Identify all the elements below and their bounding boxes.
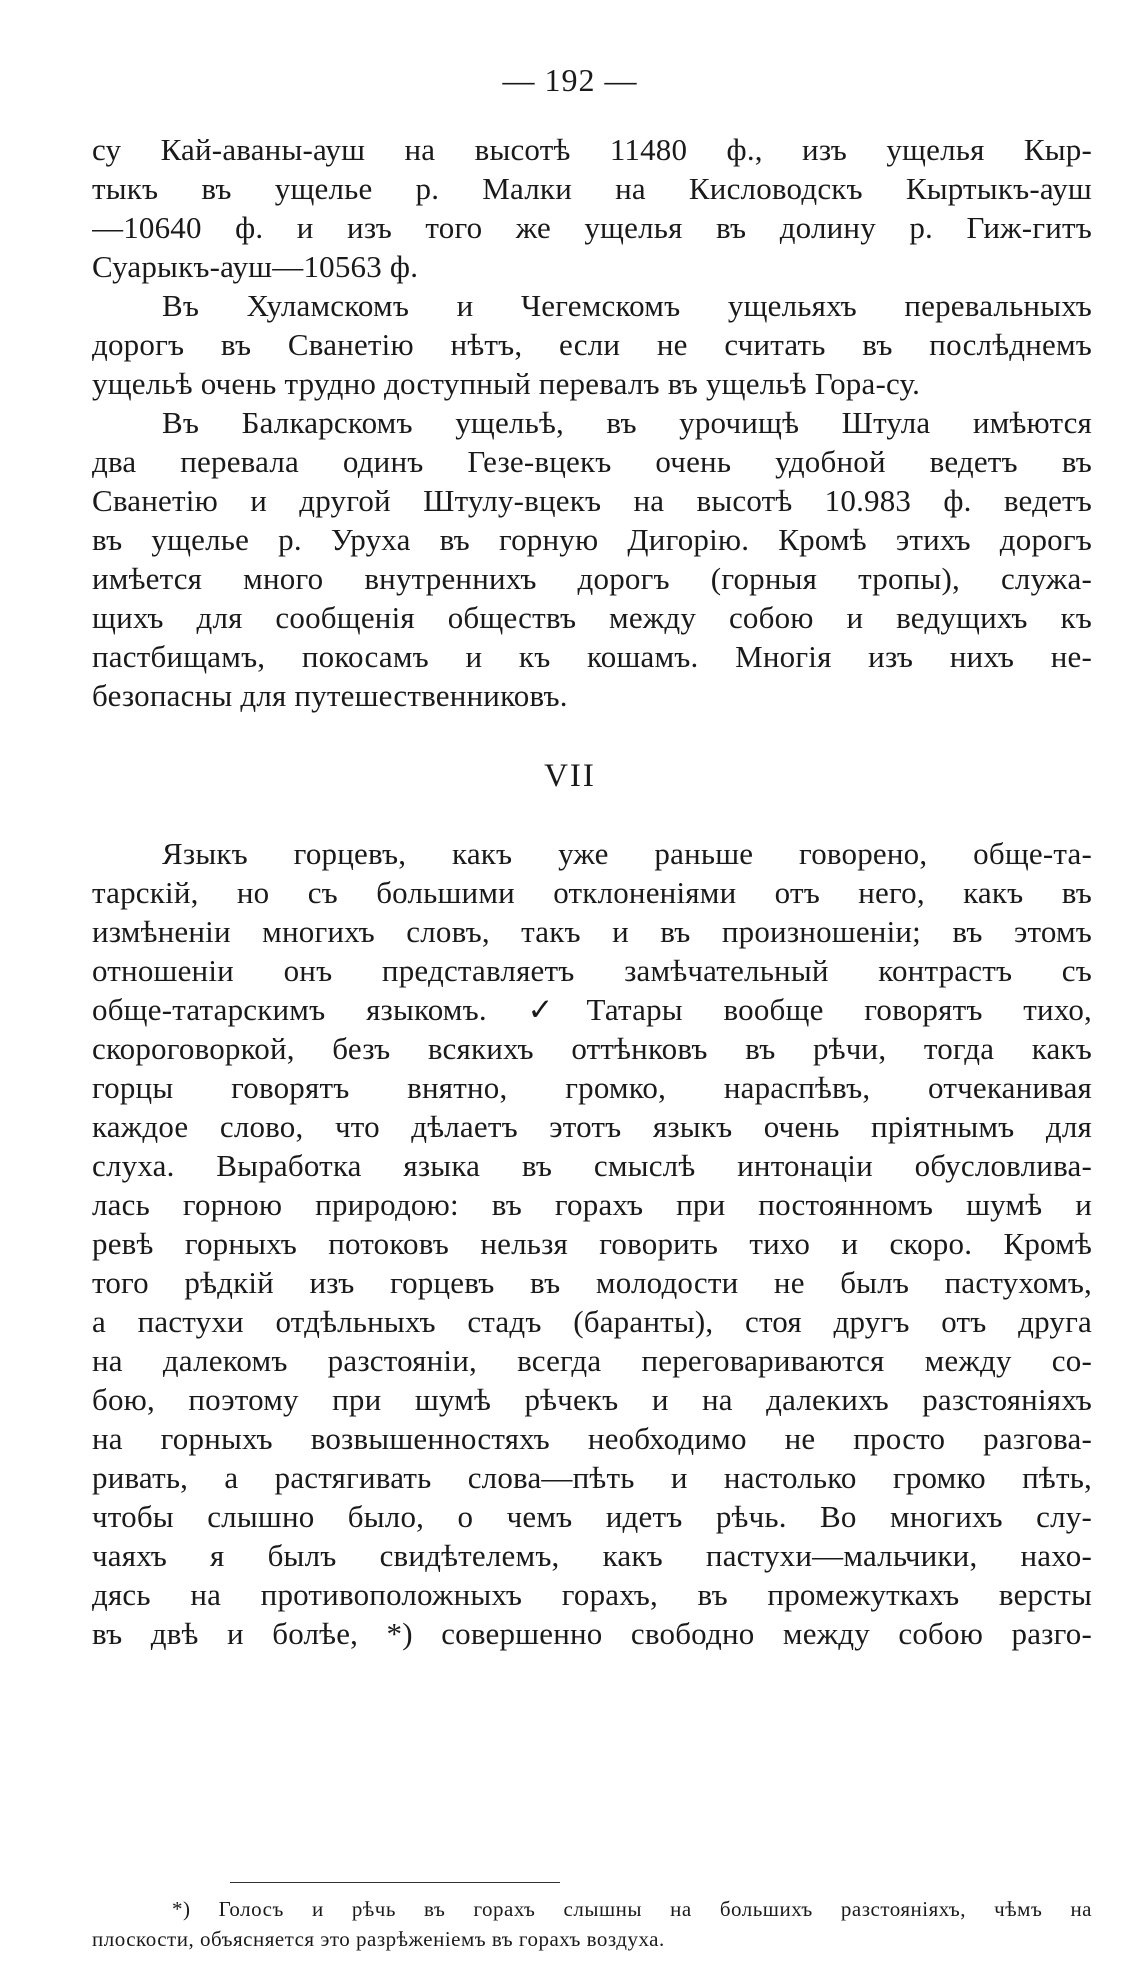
page-number: — 192 — — [502, 62, 638, 98]
text-line: Въ Хуламскомъ и Чегемскомъ ущельяхъ перевальныхъ — [162, 288, 1092, 323]
paragraph-block-passes — [92, 130, 1092, 715]
text-line: щихъ для сообщенія обществъ между собою и ведущихъ къ — [92, 600, 1092, 635]
text-line: ущельѣ очень трудно доступный перевалъ въ ущельѣ Гора-су. — [92, 366, 921, 401]
text-line: Сванетію и другой Штулу-вцекъ на высотѣ 10.983 ф. ведетъ — [92, 483, 1092, 518]
text-line: Языкъ горцевъ, какъ уже раньше говорено, обще-та- — [162, 836, 1092, 871]
text-line: на далекомъ разстояніи, всегда переговариваются между со- — [92, 1343, 1092, 1378]
text-line: чтобы слышно было, о чемъ идетъ рѣчь. Во многихъ слу- — [92, 1499, 1092, 1534]
text-line: Суарыкъ-ауш—10563 ф. — [92, 249, 419, 284]
text-line: чаяхъ я былъ свидѣтелемъ, какъ пастухи—мальчики, нахо- — [92, 1538, 1092, 1573]
footnote-divider — [230, 1882, 560, 1883]
text-line: въ двѣ и болѣе, *) совершенно свободно между собою разго- — [92, 1616, 1092, 1651]
text-line: ривать, а растягивать слова—пѣть и настолько громко пѣть, — [92, 1460, 1092, 1495]
text-line: пастбищамъ, покосамъ и къ кошамъ. Многія изъ нихъ не- — [92, 639, 1092, 674]
text-line: тарскій, но съ большими отклоненіями отъ него, какъ въ — [92, 875, 1092, 910]
footnote-line: плоскости, объясняется это разрѣженіемъ въ горахъ воздуха. — [92, 1927, 665, 1951]
footnote-line: *) Голосъ и рѣчь въ горахъ слышны на большихъ разстояніяхъ, чѣмъ на — [172, 1897, 1092, 1921]
text-line: горцы говорятъ внятно, громко, нараспѣвъ, отчеканивая — [92, 1070, 1092, 1105]
text-line: отношеніи онъ представляетъ замѣчательный контрастъ съ — [92, 953, 1092, 988]
text-line: слуха. Выработка языка въ смыслѣ интонаціи обусловлива- — [92, 1148, 1092, 1183]
paragraph-block-language — [92, 834, 1092, 1653]
text-line: обще-татарскимъ языкомъ. ✓Татары вообще говорятъ тихо, — [92, 992, 1092, 1027]
text-line: безопасны для путешественниковъ. — [92, 678, 568, 713]
section-heading: VII — [544, 758, 596, 794]
text-line: измѣненіи многихъ словъ, такъ и въ произношеніи; въ этомъ — [92, 914, 1092, 949]
text-line: дорогъ въ Сванетію нѣтъ, если не считать въ послѣднемъ — [92, 327, 1092, 362]
text-line: имѣется много внутреннихъ дорогъ (горныя тропы), служа- — [92, 561, 1092, 596]
text-line: дясь на противоположныхъ горахъ, въ промежуткахъ версты — [92, 1577, 1092, 1612]
text-line: каждое слово, что дѣлаетъ этотъ языкъ очень пріятнымъ для — [92, 1109, 1092, 1144]
text-line: на горныхъ возвышенностяхъ необходимо не просто разгова- — [92, 1421, 1092, 1456]
text-line: Въ Балкарскомъ ущельѣ, въ урочищѣ Штула имѣются — [162, 405, 1092, 440]
text-line: того рѣдкій изъ горцевъ въ молодости не былъ пастухомъ, — [92, 1265, 1092, 1300]
text-line: два перевала одинъ Гезе-вцекъ очень удобной ведетъ въ — [92, 444, 1092, 479]
text-line: су Кай-аваны-ауш на высотѣ 11480 ф., изъ ущелья Кыр- — [92, 132, 1092, 167]
text-line: бою, поэтому при шумѣ рѣчекъ и на далекихъ разстояніяхъ — [92, 1382, 1092, 1417]
text-line: тыкъ въ ущелье р. Малки на Кисловодскъ Кыртыкъ-ауш — [92, 171, 1092, 206]
text-line: а пастухи отдѣльныхъ стадъ (баранты), стоя другъ отъ друга — [92, 1304, 1092, 1339]
text-line: скороговоркой, безъ всякихъ оттѣнковъ въ рѣчи, тогда какъ — [92, 1031, 1092, 1066]
footnote — [92, 1894, 1092, 1954]
text-line: ревѣ горныхъ потоковъ нельзя говорить тихо и скоро. Кромѣ — [92, 1226, 1092, 1261]
text-line: въ ущелье р. Уруха въ горную Дигорію. Кромѣ этихъ дорогъ — [92, 522, 1092, 557]
text-line: лась горною природою: въ горахъ при постоянномъ шумѣ и — [92, 1187, 1092, 1222]
text-line: —10640 ф. и изъ того же ущелья въ долину р. Гиж-гитъ — [92, 210, 1092, 245]
